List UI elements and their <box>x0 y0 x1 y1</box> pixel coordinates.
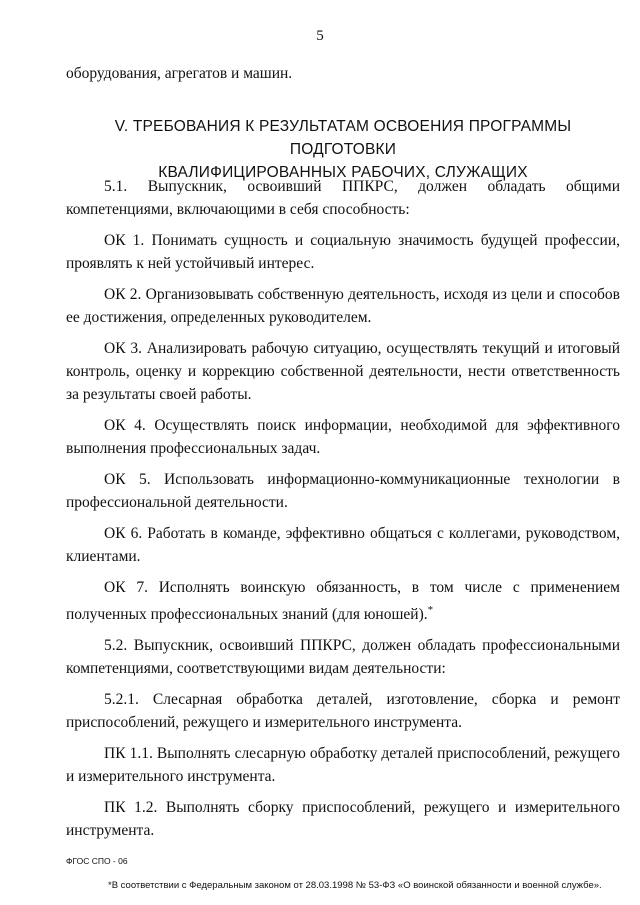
heading-line-1: V. ТРЕБОВАНИЯ К РЕЗУЛЬТАТАМ ОСВОЕНИЯ ПРОГРАММЫ ПОДГОТОВКИ <box>114 118 572 158</box>
paragraph-5-2-1: 5.2.1. Слесарная обработка деталей, изготовление, сборка и ремонт приспособлений, режущего и измерительного инструмента. <box>66 691 620 732</box>
paragraph-pk-1-1: ПК 1.1. Выполнять слесарную обработку деталей приспособлений, режущего и измерительного инструмента. <box>66 745 620 786</box>
paragraph-pk-1-2: ПК 1.2. Выполнять сборку приспособлений, режущего и измерительного инструмента. <box>66 799 620 840</box>
footnote-mark: * <box>427 604 434 616</box>
footnote-text: *В соответствии с Федеральным законом от 28.03.1998 № 53-ФЗ «О воинской обязанности и военной службе». <box>108 880 602 891</box>
continuation-line: оборудования, агрегатов и машин. <box>66 65 293 82</box>
paragraph-ok-4: ОК 4. Осуществлять поиск информации, необходимой для эффективного выполнения профессиональных задач. <box>66 417 620 457</box>
main-body <box>66 175 620 850</box>
paragraph-ok-3: ОК 3. Анализировать рабочую ситуацию, осуществлять текущий и итоговый контроль, оценку и коррекцию собственной деятельности, нести ответственность за результаты своей работы. <box>66 340 620 403</box>
paragraph-5-2: 5.2. Выпускник, освоивший ППКРС, должен обладать профессиональными компетенциями, соответствующими видам деятельности: <box>66 637 620 678</box>
paragraph-ok-6: ОК 6. Работать в команде, эффективно общаться с коллегами, руководством, клиентами. <box>66 525 620 565</box>
paragraph-ok-7 <box>66 576 620 626</box>
section-heading <box>66 115 620 184</box>
page-number: 5 <box>316 28 324 44</box>
ok-7-text: ОК 7. Исполнять воинскую обязанность, в том числе с применением полученных профессиональных знаний (для юношей). <box>66 579 620 624</box>
standard-code: ФГОС СПО - 06 <box>66 856 128 866</box>
heading-line-2: КВАЛИФИЦИРОВАННЫХ РАБОЧИХ, СЛУЖАЩИХ <box>158 164 528 181</box>
paragraph-ok-5: ОК 5. Использовать информационно-коммуникационные технологии в профессиональной деятельности. <box>66 471 620 511</box>
paragraph-5-1: 5.1. Выпускник, освоивший ППКРС, должен обладать общими компетенциями, включающими в себя способность: <box>66 178 620 218</box>
paragraph-ok-2: ОК 2. Организовывать собственную деятельность, исходя из цели и способов ее достижения, определенных руководителем. <box>66 286 620 326</box>
continuation-text <box>66 62 620 93</box>
paragraph-ok-1: ОК 1. Понимать сущность и социальную значимость будущей профессии, проявлять к ней устойчивый интерес. <box>66 232 620 272</box>
